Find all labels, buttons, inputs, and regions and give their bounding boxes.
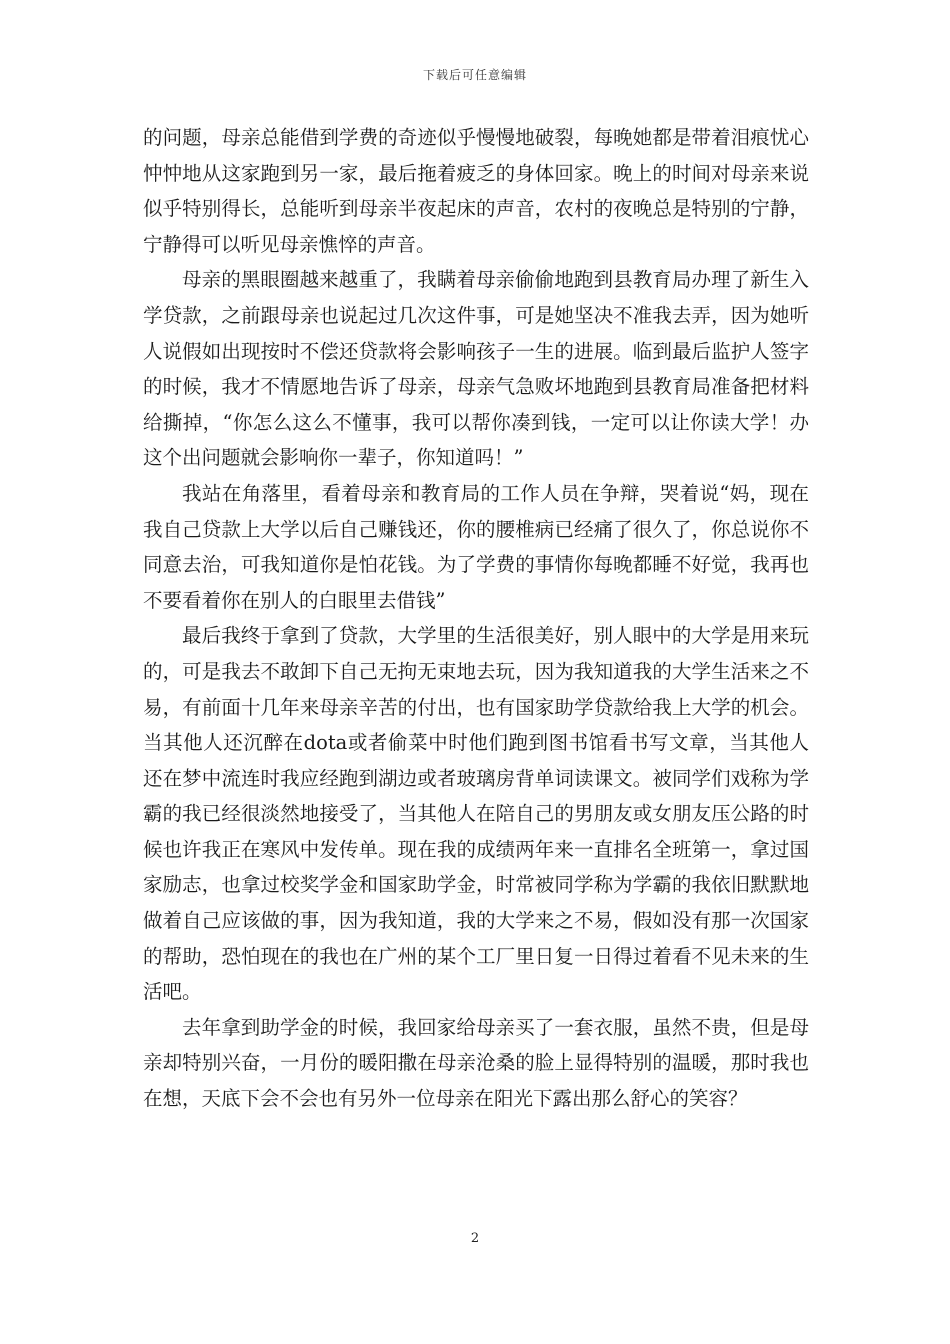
page-header: 下载后可任意编辑: [422, 68, 527, 82]
paragraph-4: 最后我终于拿到了贷款，大学里的生活很美好，别人眼中的大学是用来玩的，可是我去不敢卸下自己无拘无束地去玩，因为我知道我的大学生活来之不易，有前面十几年来母亲辛苦的付出，也有国家助学贷款给我上大学的机会。当其他人还沉醉在dota或者偷菜中时他们跑到图书馆看书写文章，当其他人还在梦中流连时我应经跑到湖边或者玻璃房背单词读课文。被同学们戏称为学霸的我已经很淡然地接受了，当其他人在陪自己的男朋友或女朋友压公路的时候也许我正在寒风中发传单。现在我的成绩两年来一直排名全班第一，拿过国家励志，也拿过校奖学金和国家助学金，时常被同学称为学霸的我依旧默默地做着自己应该做的事，因为我知道，我的大学来之不易，假如没有那一次国家的帮助，恐怕现在的我也在广州的某个工厂里日复一日得过着看不见未来的生活吧。: [143, 624, 809, 1004]
article-body: [143, 120, 809, 1117]
paragraph-3: 我站在角落里，看着母亲和教育局的工作人员在争辩，哭着说“妈，现在我自己贷款上大学以后自己赚钱还，你的腰椎病已经痛了很久了，你总说你不同意去治，可我知道你是怕花钱。为了学费的事情你每晚都睡不好觉，我再也不要看着你在别人的白眼里去借钱”: [143, 481, 809, 612]
page-number: 2: [470, 1231, 480, 1246]
paragraph-5: 去年拿到助学金的时候，我回家给母亲买了一套衣服，虽然不贵，但是母亲却特别兴奋，一月份的暖阳撒在母亲沧桑的脸上显得特别的温暖，那时我也在想，天底下会不会也有另外一位母亲在阳光下露出那么舒心的笑容？: [143, 1015, 809, 1111]
paragraph-1: 的问题，母亲总能借到学费的奇迹似乎慢慢地破裂，每晚她都是带着泪痕忧心忡忡地从这家跑到另一家，最后拖着疲乏的身体回家。晚上的时间对母亲来说似乎特别得长，总能听到母亲半夜起床的声音，农村的夜晚总是特别的宁静，宁静得可以听见母亲憔悴的声音。: [143, 126, 809, 256]
paragraph-2: 母亲的黑眼圈越来越重了，我瞒着母亲偷偷地跑到县教育局办理了新生入学贷款，之前跟母亲也说起过几次这件事，可是她坚决不准我去弄，因为她听人说假如出现按时不偿还贷款将会影响孩子一生的进展。临到最后监护人签字的时候，我才不情愿地告诉了母亲，母亲气急败坏地跑到县教育局准备把材料给撕掉，“你怎么这么不懂事，我可以帮你凑到钱，一定可以让你读大学！办这个出问题就会影响你一辈子，你知道吗！”: [143, 268, 809, 470]
